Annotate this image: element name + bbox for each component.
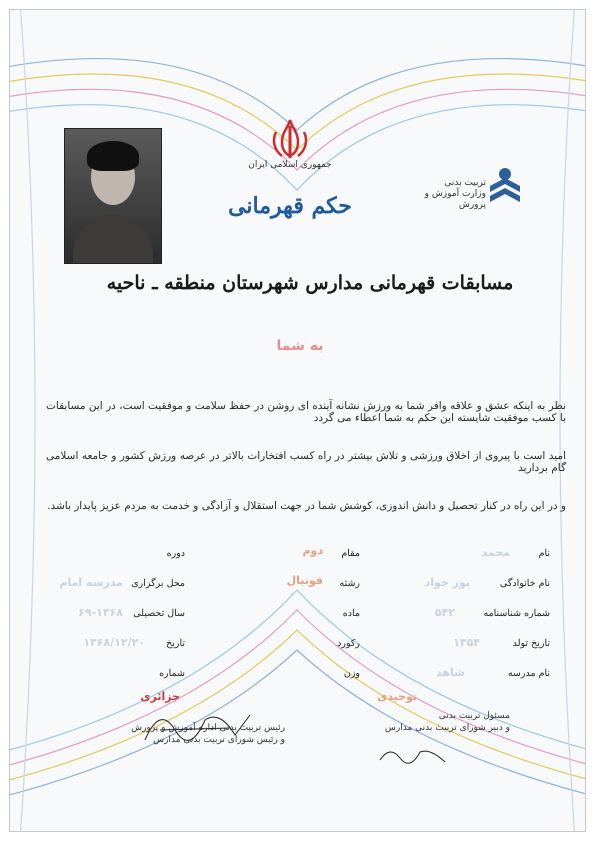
ministry-name: [402, 178, 486, 211]
birth-date-label: تاریخ تولد: [512, 638, 550, 649]
name-value: محمد: [481, 546, 510, 559]
birth-date-value: ۱۳۵۴: [453, 636, 480, 649]
rank-value: دوم: [302, 544, 323, 557]
left-signer-line1: رئیس تربیت بدنی اداره آموزش و پرورش: [131, 723, 285, 733]
school-year-label: سال تحصیلی: [133, 608, 185, 619]
ministry-logo-icon: [486, 164, 524, 212]
school-label: نام مدرسه: [507, 668, 550, 679]
body-line-3: و در این راه در کنار تحصیل و دانش اندوزی، کوشش شما در جهت استقلال و آزادگی و خدمت به مردم عزیز پایدار باشد.: [47, 500, 566, 512]
record-label: رکورد: [337, 638, 360, 649]
family-label: نام خانوادگی: [499, 578, 550, 589]
school-value: شاهد: [436, 666, 465, 679]
certificate-title: حکم قهرمانی: [228, 193, 352, 219]
right-signer-line2: و دبیر شورای تربیت بدنی مدارس: [384, 723, 510, 733]
name-label: نام: [538, 548, 550, 559]
id-number-value: ۵۴۲: [434, 606, 455, 619]
date-value: ۱۳۶۸/۱۲/۲۰: [83, 636, 145, 649]
number-label: شماره: [159, 668, 185, 679]
body-line-1: نظر به اینکه عشق و علاقه وافر شما به ورزش نشانه آینده ای روشن در حفظ سلامت و موفقیت است، در این مسابقات با کسب موفقیت شایسته این حکم به شما اعطاء می گردد: [46, 400, 566, 424]
left-signer-title: [115, 722, 285, 746]
sport-field-label: رشته: [339, 578, 360, 589]
sport-field-value: فوتبال: [286, 574, 323, 587]
rank-label: مقام: [341, 548, 360, 559]
right-signature: [375, 740, 455, 770]
student-photo: [64, 128, 162, 264]
venue-label: محل برگزاری: [131, 578, 185, 589]
right-signer-line1: مسئول تربیت بدنی: [438, 711, 510, 721]
school-year-value: ۶۹-۱۳۶۸: [78, 606, 123, 619]
item-label: ماده: [342, 608, 360, 619]
body-line-2: امید است با پیروی از اخلاق ورزشی و تلاش بیشتر در راه کسب افتخارات بالاتر در عرصه ورزش کشور و جامعه اسلامی گام بردارید: [46, 450, 566, 474]
right-signer-name: توحیدی: [377, 690, 417, 703]
venue-value: مدرسه امام: [59, 576, 123, 589]
right-signer-title: [340, 710, 510, 734]
ministry-line2: وزارت آموزش و پرورش: [424, 189, 486, 210]
date-label: تاریخ: [166, 638, 185, 649]
competition-title: مسابقات قهرمانی مدارس شهرستان منطقه ـ ناحیه: [106, 272, 514, 294]
period-label: دوره: [166, 548, 185, 559]
emblem-caption: جمهوری اسلامی ایران: [248, 160, 332, 170]
left-signer-line2: و رئیس شورای تربیت بدنی مدارس: [153, 735, 285, 745]
family-value: پور جواد: [424, 576, 470, 589]
certificate-frame: [9, 9, 586, 832]
id-number-label: شماره شناسنامه: [483, 608, 550, 619]
recipient-name: به شما: [276, 338, 324, 354]
left-signer-stamp: جزائری: [140, 690, 180, 703]
iran-emblem-icon: [268, 118, 312, 164]
weight-label: وزن: [343, 668, 360, 679]
ministry-line1: تربیت بدنی: [444, 178, 486, 188]
